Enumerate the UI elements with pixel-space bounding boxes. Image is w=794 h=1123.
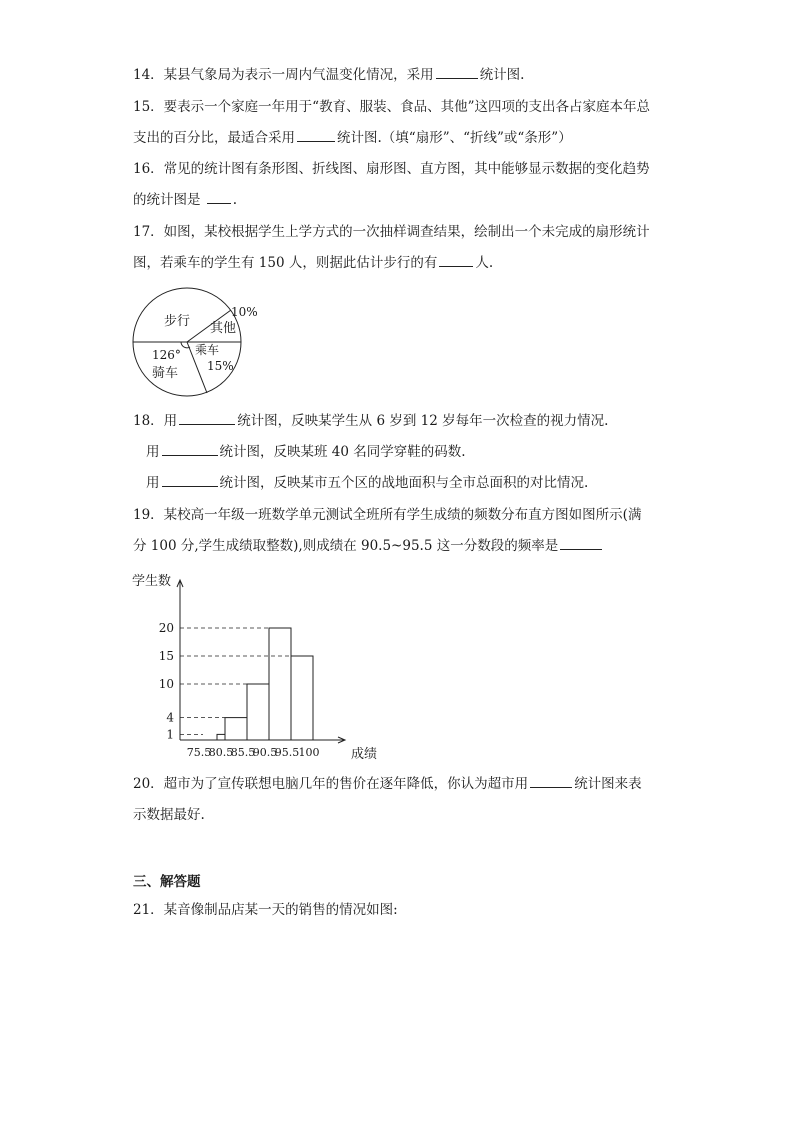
q17-text-2: 图，若乘车的学生有 150 人，则据此估计步行的有 [133,255,438,271]
q17-blank[interactable] [439,253,473,267]
q18-blank-1[interactable] [179,411,235,425]
question-19-line2 [133,536,604,556]
question-17-line1 [133,222,650,242]
section-heading-answers: 三、解答题 [133,874,201,890]
y-tick-label: 1 [166,727,174,742]
pie-chart [130,286,258,406]
question-18-line1 [133,411,608,431]
question-15-line1 [133,97,650,117]
histogram-bar [217,734,225,740]
q20-text-2: 统计图来表 [574,776,642,792]
q18-text-5: 用 [146,475,160,491]
histogram-bar [291,656,313,740]
q16-blank[interactable] [207,190,231,204]
question-18-line3 [146,473,588,493]
histogram-bar [269,628,291,740]
q18-text: 18．用 [133,413,178,429]
q18-blank-2[interactable] [162,442,218,456]
pie-label-other-pct: 10% [231,305,258,319]
q20-blank[interactable] [530,774,572,788]
question-18-line2 [146,442,466,462]
y-tick-label: 20 [158,621,174,635]
q18-text-2: 统计图，反映某学生从 6 岁到 12 岁每年一次检查的视力情况. [237,413,609,429]
pie-label-walk: 步行 [164,314,191,329]
x-tick-label: 95.5 [274,746,300,759]
y-tick-label: 10 [158,677,174,691]
q19-text: 19．某校高一年级一班数学单元测试全班所有学生成绩的频数分布直方图如图所示(满 [133,507,642,523]
question-16-line2 [133,190,237,210]
q14-blank[interactable] [436,65,478,79]
q14-text: 14．某县气象局为表示一周内气温变化情况，采用 [133,67,434,83]
q20-text-3: 示数据最好. [133,807,205,823]
question-14 [133,65,524,85]
y-tick-label: 4 [166,710,174,725]
histogram-bar [247,684,269,740]
q16-text-3: . [232,192,238,208]
q15-text-3: 统计图.（填“扇形”、“折线”或“条形”） [337,130,572,146]
question-20-line1 [133,774,642,794]
q18-blank-3[interactable] [162,473,218,487]
q21-text: 21．某音像制品店某一天的销售的情况如图: [133,902,398,918]
q18-text-4: 统计图，反映某班 40 名同学穿鞋的码数. [219,444,466,460]
q17-text: 17．如图，某校根据学生上学方式的一次抽样调查结果，绘制出一个未完成的扇形统计 [133,224,650,240]
question-16-line1 [133,159,650,179]
q14-text-end: 统计图. [479,67,525,83]
question-20-line2 [133,805,205,825]
q16-text-2: 的统计图是 [133,192,205,208]
question-15-line2 [133,128,572,148]
q18-text-6: 统计图，反映某市五个区的战地面积与全市总面积的对比情况. [219,475,589,491]
histogram-bar [225,718,247,740]
pie-label-bus: 乘车 [195,343,220,357]
pie-label-bike: 骑车 [152,366,179,381]
histogram-x-label: 成绩 [351,747,378,762]
question-21 [133,900,398,920]
q15-blank[interactable] [297,128,335,142]
histogram-y-label: 学生数 [132,574,172,589]
x-tick-label: 80.5 [208,746,234,759]
q17-text-3: 人. [475,255,494,271]
question-19-line1 [133,505,641,525]
q19-text-2: 分 100 分,学生成绩取整数),则成绩在 90.5~95.5 这一分数段的频率是 [133,538,559,554]
x-tick-label: 90.5 [252,746,278,759]
q19-blank[interactable] [560,536,602,550]
q16-text: 16．常见的统计图有条形图、折线图、扇形图、直方图，其中能够显示数据的变化趋势 [133,161,650,177]
histogram-chart [130,565,390,765]
pie-label-bike-angle: 126° [152,348,181,362]
q15-text-2: 支出的百分比，最适合采用 [133,130,295,146]
q15-text: 15．要表示一个家庭一年用于“教育、服装、食品、其他”这四项的支出各占家庭本年总 [133,99,650,115]
y-tick-label: 15 [158,649,174,663]
pie-label-other: 其他 [210,321,237,336]
q20-text: 20．超市为了宣传联想电脑几年的售价在逐年降低，你认为超市用 [133,776,529,792]
pie-label-bus-pct: 15% [207,359,234,373]
x-tick-label: 75.5 [186,746,212,759]
x-tick-label: 85.5 [230,746,256,759]
question-17-line2 [133,253,493,273]
x-tick-label: 100 [298,746,320,759]
q18-text-3: 用 [146,444,160,460]
